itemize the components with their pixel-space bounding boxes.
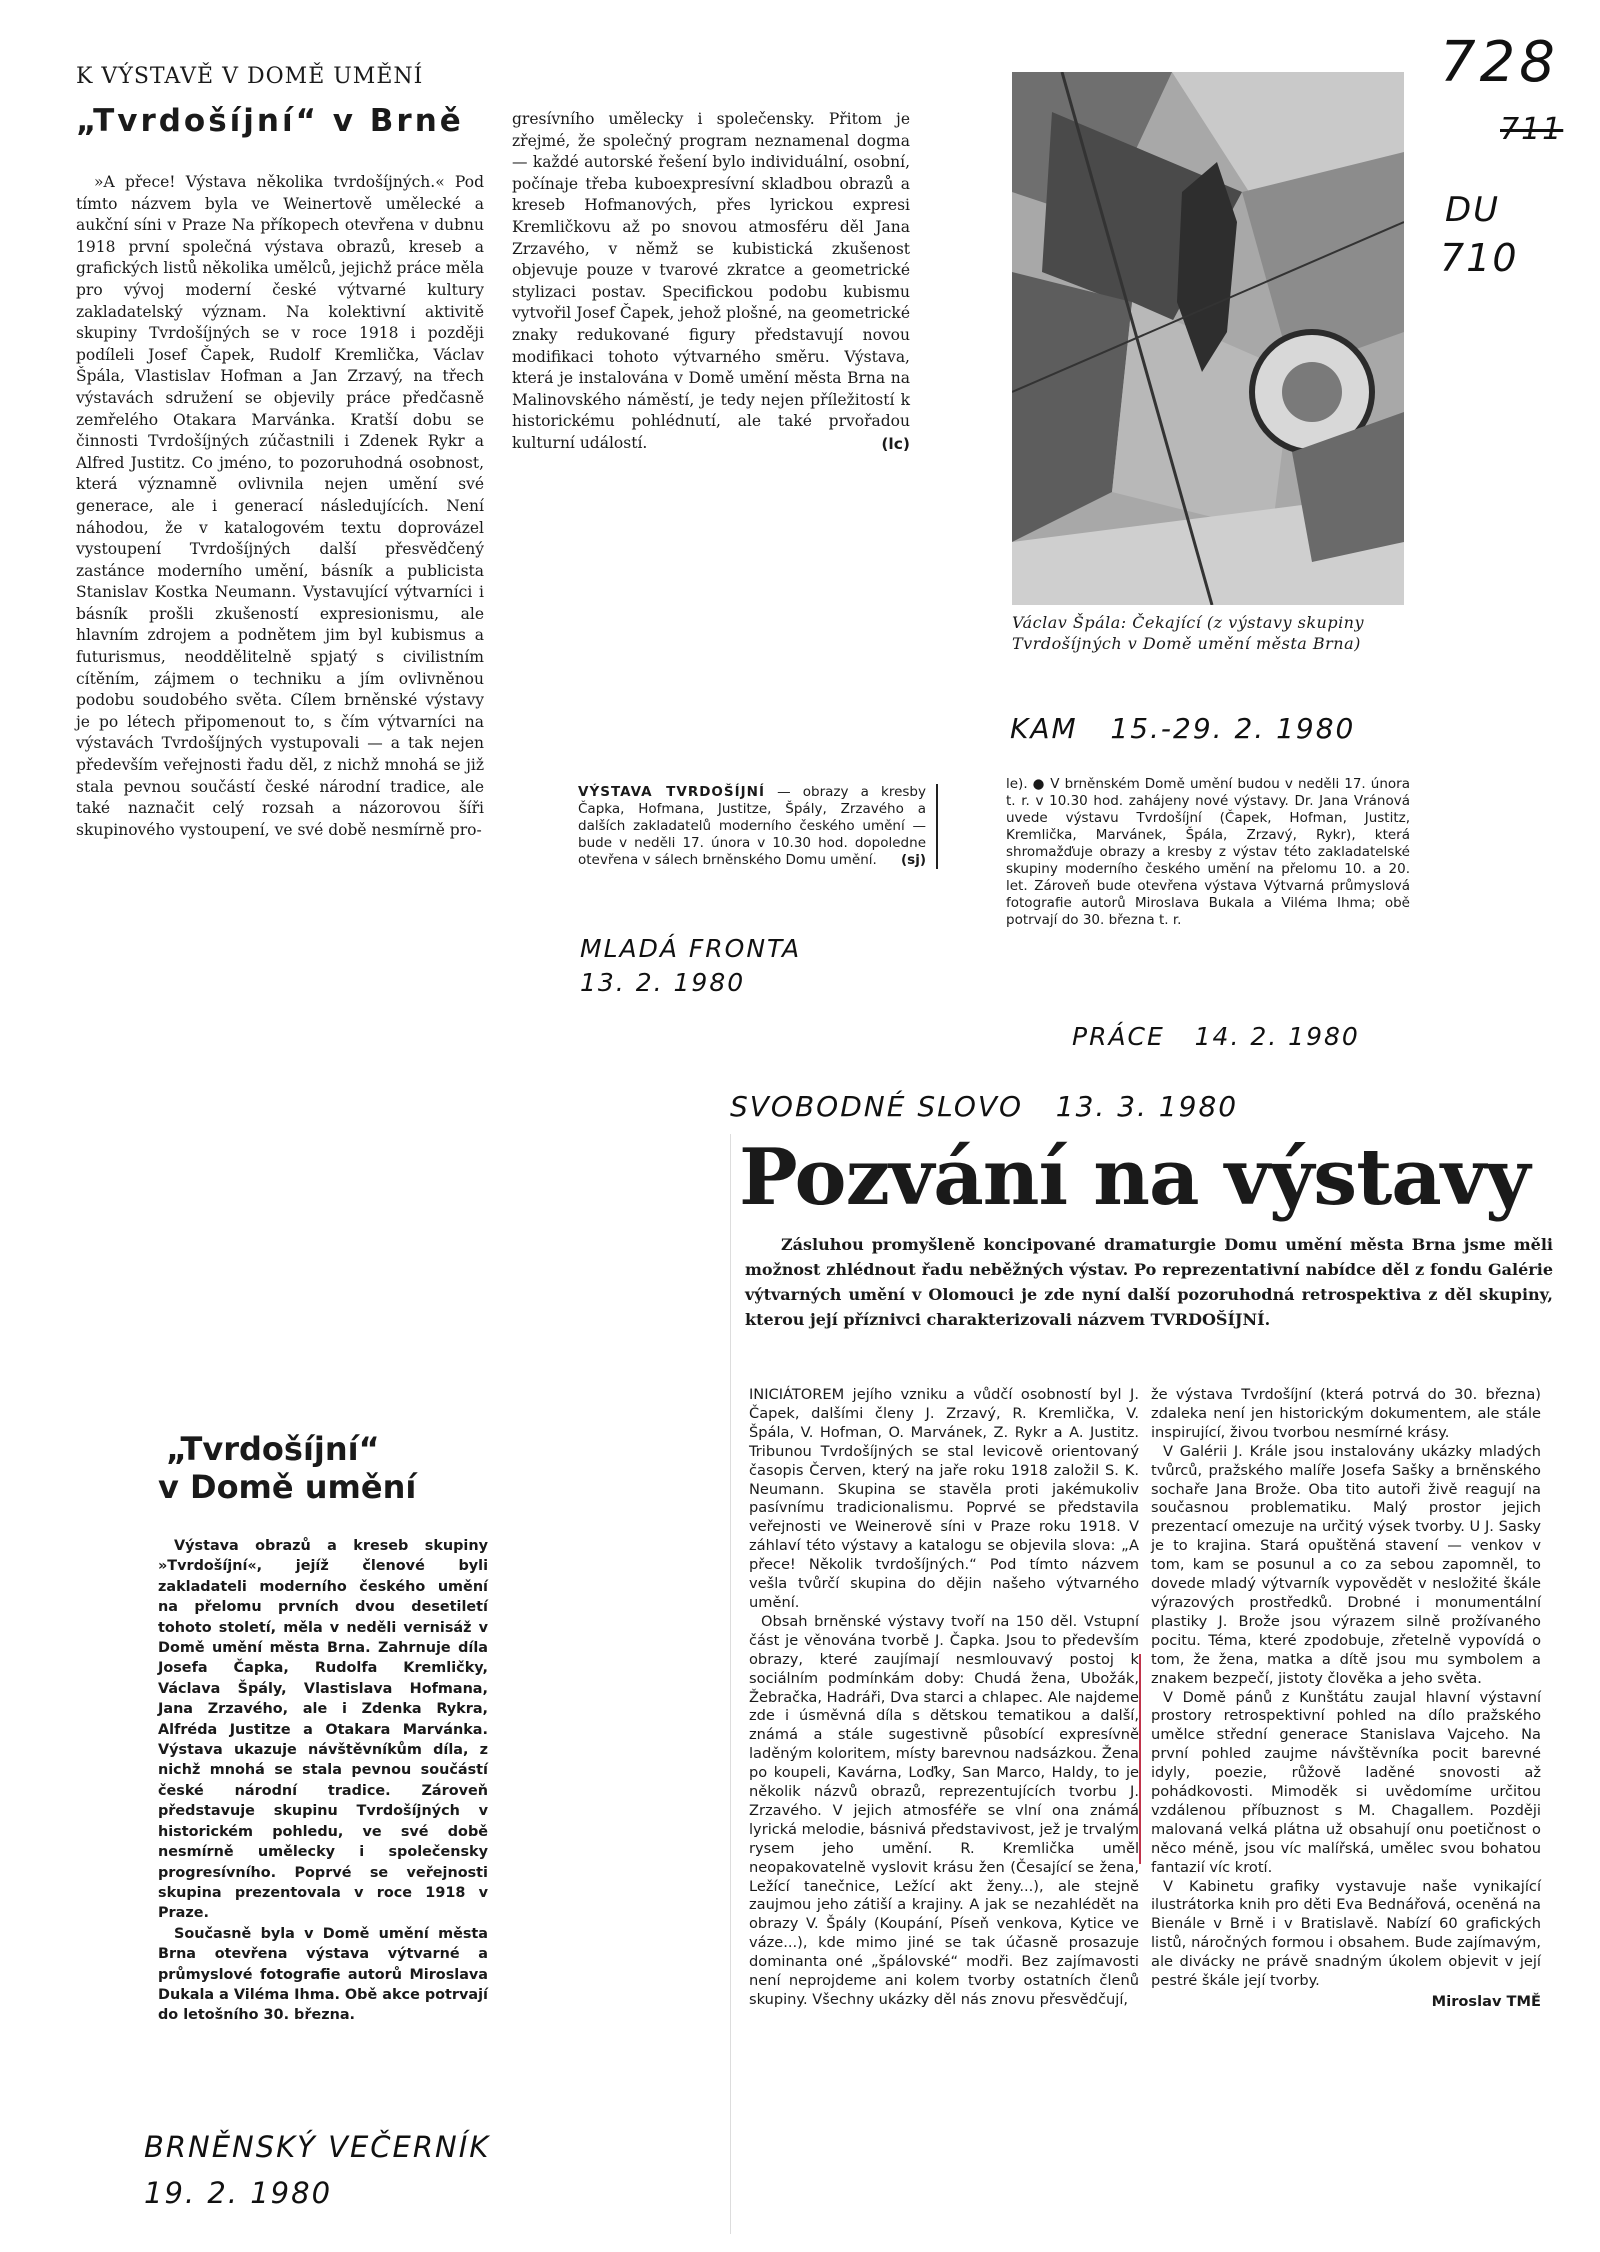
notice-signature: (sj)	[900, 852, 926, 868]
notice-text: le). ● V brněnském Domě umění budou v neděli 17. února t. r. v 10.30 hod. zahájeny nové výstavy. Dr. Jana Vránová uvede výstavu Tvrdošíjní (Čapek, Hofman, Justitz, Kremlička, Marvánek, Špála, Zrzavý, Rykr), která shromažďuje obrazy a kresby z výstav této zakladatelské skupiny moderního českého umění na přelomu 10. a 20. let. Zároveň bude otevřena výstava Výtvarná průmyslová fotografie autorů Miroslava Bukala a Viléma Ihma; obě potrvají do 30. března t. r.	[1006, 776, 1410, 928]
article-paragraph: »A přece! Výstava několika tvrdošíjných.« Pod tímto názvem byla ve Weinertově umělecké a aukční síni v Praze Na příkopech otevřena v dubnu 1918 první společná výstava obrazů, kreseb a grafických listů několika umělců, jejichž práce měla pro vývoj moderní české výtvarné kultury zakladatelský význam. Na kolektivní aktivitě skupiny Tvrdošíjných se v roce 1918 i později podíleli Josef Čapek, Rudolf Kremlička, Václav Špála, Vlastislav Hofman a Jan Zrzavý, na třech výstavách sdružení se objevily práce předčasně zemřelého Otakara Marvánka. Kratší dobu se činnosti Tvrdošíjných zúčastnili i Zdenek Rykr a Alfred Justitz. Co jméno, to pozoruhodná osobnost, která významně ovlivnila nejen umění své generace, ale i generací následujících. Není náhodou, že v katalogovém textu doprovázel vystoupení Tvrdošíjných další přesvědčený zastánce moderního umění, básník a publicista Stanislav Kostka Neumann. Vystavující výtvarníci i básník prošli zkušeností expresionismu, ale hlavním zdrojem a podnětem jim byl kubismus a futurismus, neoddělitelně spjatý s civilistním cítěním, zájmem o techniku a jím ovlivněnou podobu soudobého světa. Cílem brněnské výstavy je po létech připomenout to, s čím výtvarníci na výstavách Tvrdošíjných vystupovali — a tak nejen především veřejnosti řadu děl, z nichž mnohá se již stala pevnou součástí české národní tradice, ale také naznačit celý rozsah a názorovou šíři skupinového vystoupení, ve své době nesmírně pro-	[76, 173, 484, 839]
article-paragraph: V Kabinetu grafiky vystavuje naše vynikající ilustrátorka knih pro děti Eva Bednářová, oceněná na Bienále v Brně i v Bratislavě. Nabízí 60 grafických listů, náročných formou i obsahem. Bude zajímavým, ale divácky ne právě snadným úkolem objevit v její pestré škále její tvorby.	[1151, 1877, 1541, 1990]
notice-mlada-fronta	[578, 784, 938, 869]
article-paragraph: gresívního umělecky i společensky. Přitom je zřejmé, že společný program neznamenal dogma — každé autorské řešení bylo individuální, osobní, počínaje třeba kuboexpresívní skladbou obrazů a kreseb Hofmanových, přes lyrickou expresi Kremličkovu až po snovou atmosféru děl Jana Zrzavého, v němž se kubistická zkušenost objevuje pouze v tvarové zkratce a geometrické stylizaci postav. Specifickou podobu kubismu vytvořil Josef Čapek, jehož plošné, na geometrické znaky redukované figury představují novou modifikaci tohoto výtvarného směru. Výstava, která je instalována v Domě umění města Brna na Malinovského náměstí, je tedy nejen příležitostí k historickému pohlédnutí, ale také prvořadou kulturní událostí.	[512, 110, 910, 452]
article-paragraph: INICIÁTOREM jejího vzniku a vůdčí osobností byl J. Čapek, dalšími členy J. Zrzavý, R. Kremlička, V. Špála, V. Hofman, O. Marvánek, Z. Rykr a A. Justitz. Tribunou Tvrdošíjných se stal levicově orientovaný časopis Červen, který na jaře roku 1918 založil S. K. Neumann. Skupina se stavěla proti jakémukoliv pasívnímu tradicionalismu. Poprvé se představila veřejnosti ve Weinerově síni v Praze roku 1918. V záhlaví této výstavy a katalogu se objevila slova: „A přece! Několik tvrdošíjných.“ Pod tímto názvem vešla tvůrčí skupina do dějin našeho výtvarného umění.	[749, 1386, 1139, 1611]
notice-headline: VÝSTAVA TVRDOŠÍJNÍ	[578, 784, 765, 800]
article-paragraph: Výstava obrazů a kreseb skupiny »Tvrdošíjní«, jejíž členové byli zakladateli moderního českého umění na přelomu prvních dvou desetiletí tohoto století, měla v neděli vernisáž v Domě umění města Brna. Zahrnuje díla Josefa Čapka, Rudolfa Kremličky, Václava Špály, Vlastislava Hofmana, Jana Zrzavého, ale i Zdenka Rykra, Alfréda Justitze a Otakara Marvánka. Výstava ukazuje návštěvníkům díla, z nichž mnohá se stala pevnou součástí české národní tradice. Zároveň představuje skupinu Tvrdošíjných v historickém pohledu, ve své době nesmírně umělecky i společensky progresívního. Poprvé se veřejnosti skupina prezentovala v roce 1918 v Praze.	[158, 1538, 488, 1922]
article-paragraph: že výstava Tvrdošíjní (která potrvá do 30. března) zdaleka není jen historickým dokumentem, ale stále inspirující, živou tvorbou nesmírné krásy.	[1151, 1386, 1541, 1441]
archive-number-crossed: 711	[1500, 112, 1564, 147]
article-kicker: K VÝSTAVĚ V DOMĚ UMĚNÍ	[76, 64, 424, 89]
archive-code: DU	[1445, 190, 1501, 230]
source-svobodne-slovo: SVOBODNÉ SLOVO 13. 3. 1980	[730, 1090, 1239, 1123]
archive-number-2: 710	[1440, 236, 1519, 280]
source-prace: PRÁCE 14. 2. 1980	[1072, 1022, 1360, 1051]
article-column-1	[749, 1386, 1139, 2010]
article-author: Miroslav TMĚ	[1431, 1993, 1541, 2010]
source-kam: KAM 15.-29. 2. 1980	[1010, 712, 1356, 745]
article-column-2	[512, 109, 910, 455]
article-headline: Pozvání na výstavy	[739, 1132, 1530, 1223]
article-headline: „Tvrdošíjní“ v Brně	[76, 103, 464, 139]
notice-prace	[1006, 776, 1410, 929]
article-column-2	[1151, 1386, 1541, 2012]
article-lead: Zásluhou promyšleně koncipované dramaturgie Domu umění města Brna jsme měli možnost zhlédnout řadu neběžných výstav. Po reprezentativní nabídce děl z fondu Galérie výtvarných umění v Olomouci je zde nyní další pozoruhodná retrospektiva z děl skupiny, kterou její příznivci charakterizovali názvem TVRDOŠÍJNÍ.	[745, 1235, 1553, 1329]
painting-spala-cekajici	[1012, 72, 1404, 605]
article-signature: (lc)	[881, 434, 910, 453]
article-headline: „Tvrdošíjní“	[166, 1430, 380, 1468]
article-body	[158, 1536, 488, 2026]
article-headline-2: v Domě umění	[158, 1468, 417, 1506]
article-paragraph: Současně byla v Domě umění města Brna otevřena výstava výtvarné a průmyslové fotografie autorů Miroslava Dukala a Viléma Ihma. Obě akce potrvají do letošního 30. března.	[158, 1925, 488, 2024]
article-paragraph: Obsah brněnské výstavy tvoří na 150 děl. Vstupní část je věnována tvorbě J. Čapka. Jsou to především obrazy, které zaujímají nesmlouvavý postoj k sociálním podmínkám doby: Chudá žena, Ubožák, Žebračka, Hadráři, Dva starci a chlapec. Ale najdeme zde i úsměvná díla s dětskou tematikou a další, známá a stále sugestivně působící expresívně laděným koloritem, místy barevnou nadsázkou. Žena po koupeli, Kavárna, Loďky, San Marco, Haldy, to je několik názvů obrazů, reprezentujících tvorbu J. Zrzavého. V jejich atmosféře se vlní ona známá lyrická melodie, básnivá představivost, jež je trvalým rysem jeho umění. R. Kremlička uměl neopakovatelně vyslovit krásu žen (Česající se žena, Ležící tanečnice, Ležící akt ženy...), ale stejně zaujmou jeho zátiší a krajiny. A jak se nezahlédět na obrazy V. Špály (Koupání, Píseň venkova, Kytice ve váze...), kde mimo jiné se tak účasně prosazuje dominanta oné „špálovské“ modři. Bez zajímavosti není neprojdeme ani kolem tvorby ostatních členů skupiny. Všechny ukázky děl nás znovu přesvědčují,	[749, 1612, 1139, 2008]
notice-text: — obrazy a kresby Čapka, Hofmana, Justitze, Špály, Zrzavého a dalších zakladatelů moderního českého umění — bude v neděli 17. února v 10.30 hod. dopoledne otevřena v sálech brněnského Domu umění.	[578, 784, 926, 868]
article-paragraph: V Galérii J. Krále jsou instalovány ukázky mladých tvůrců, pražského malíře Josefa Sašky a brněnského sochaře Jana Brože. Oba tito autoři živě reagují na současnou problematiku. Malý prostor jejich prezentací omezuje na určitý výsek tvorby. U J. Sasky je to krajina. Stará opuštěná stavení — venkov v tom, kam se posunul a co za sebou zapomněl, to dovede mladý výtvarník vypovědět v nesložité škále výrazových prostředků. Drobné i monumentální plastiky J. Brože jsou výrazem silně prožívaného pocitu. Téma, které zpodobuje, zřetelně vypovídá o tom, že žena, matka a dítě jsou mu symbolem a znakem bezpečí, jistoty člověka a jeho světa.	[1151, 1442, 1541, 1687]
article-svobodne-slovo	[730, 1134, 1561, 2234]
article-brnensky-vecernik	[158, 1430, 498, 2026]
red-margin-mark	[1139, 1654, 1141, 1864]
article-column-1	[76, 172, 484, 841]
article-paragraph: V Domě pánů z Kunštátu zaujal hlavní výstavní prostory retrospektivní pohled na dílo pražského umělce střední generace Stanislava Vajceho. Na první pohled zaujme návštěvníka pocit barevné idyly, poezie, růžově laděné snovosti až pohádkovosti. Mimoděk si uvědomíme určitou vzdálenou příbuznost s M. Chagallem. Později malovaná velká plátna už obsahují onu poetičnost o něco méně, jsou víc malířská, umělec svou bohatou fantazií víc krotí.	[1151, 1688, 1541, 1876]
source-brnensky-vecernik-date: 19. 2. 1980	[144, 2176, 333, 2210]
painting-caption: Václav Špála: Čekající (z výstavy skupiny Tvrdošíjných v Domě umění města Brna)	[1012, 613, 1365, 653]
source-mlada-fronta-date: 13. 2. 1980	[580, 968, 746, 997]
painting-image	[1012, 72, 1404, 605]
source-brnensky-vecernik: BRNĚNSKÝ VEČERNÍK	[144, 2130, 491, 2164]
source-mlada-fronta: MLADÁ FRONTA	[580, 934, 802, 963]
archive-number: 728	[1440, 30, 1559, 95]
